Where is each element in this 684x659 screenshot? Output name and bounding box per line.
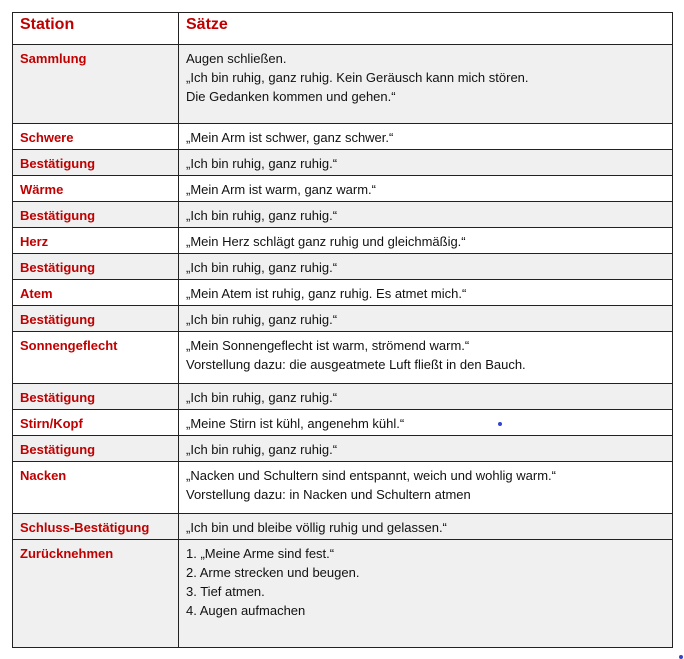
saetze-cell	[179, 306, 673, 332]
table-row	[13, 280, 673, 306]
sentence-line: „Ich bin und bleibe völlig ruhig und gelassen.“	[186, 520, 447, 535]
sentence-line: 4. Augen aufmachen	[186, 603, 306, 618]
table-row	[13, 202, 673, 228]
table-row	[13, 45, 673, 124]
sentence-line: „Ich bin ruhig, ganz ruhig.“	[186, 390, 338, 405]
station-cell: Bestätigung	[13, 202, 179, 228]
saetze-cell	[179, 384, 673, 410]
blue-dot-marker	[498, 422, 502, 426]
sentence-line: „Ich bin ruhig, ganz ruhig.“	[186, 260, 338, 275]
station-cell: Sonnengeflecht	[13, 332, 179, 384]
saetze-cell	[179, 436, 673, 462]
autogenic-training-table	[12, 12, 673, 648]
sentence-line: Augen schließen.	[186, 51, 287, 66]
sentence-line: „Mein Arm ist schwer, ganz schwer.“	[186, 130, 394, 145]
saetze-cell	[179, 150, 673, 176]
saetze-cell	[179, 45, 673, 124]
station-cell: Bestätigung	[13, 384, 179, 410]
station-cell: Bestätigung	[13, 436, 179, 462]
blue-dot-marker	[679, 655, 683, 659]
station-cell: Bestätigung	[13, 150, 179, 176]
sentence-line: „Ich bin ruhig, ganz ruhig.“	[186, 312, 338, 327]
saetze-cell	[179, 254, 673, 280]
sentence-line: „Mein Arm ist warm, ganz warm.“	[186, 182, 376, 197]
station-cell: Bestätigung	[13, 254, 179, 280]
sentence-line: „Ich bin ruhig, ganz ruhig. Kein Geräusch kann mich stören.	[186, 70, 529, 85]
saetze-cell	[179, 540, 673, 648]
saetze-cell	[179, 176, 673, 202]
sentence-line: „Ich bin ruhig, ganz ruhig.“	[186, 156, 338, 171]
header-station: Station	[13, 13, 179, 45]
sentence-line: „Ich bin ruhig, ganz ruhig.“	[186, 442, 338, 457]
table-row	[13, 176, 673, 202]
station-cell: Sammlung	[13, 45, 179, 124]
table-row	[13, 306, 673, 332]
saetze-cell	[179, 280, 673, 306]
sentence-line: 2. Arme strecken und beugen.	[186, 565, 360, 580]
saetze-cell	[179, 124, 673, 150]
station-cell: Schluss-Bestätigung	[13, 514, 179, 540]
saetze-cell	[179, 202, 673, 228]
saetze-cell	[179, 332, 673, 384]
station-cell: Nacken	[13, 462, 179, 514]
table-header-row	[13, 13, 673, 45]
sentence-line: 1. „Meine Arme sind fest.“	[186, 546, 335, 561]
saetze-cell	[179, 514, 673, 540]
table-row	[13, 332, 673, 384]
table-row	[13, 410, 673, 436]
sentence-line: „Mein Sonnengeflecht ist warm, strömend warm.“	[186, 338, 470, 353]
station-cell: Stirn/Kopf	[13, 410, 179, 436]
sentence-line: Die Gedanken kommen und gehen.“	[186, 89, 396, 104]
table-row	[13, 436, 673, 462]
saetze-cell	[179, 462, 673, 514]
station-cell: Wärme	[13, 176, 179, 202]
sentence-line: „Ich bin ruhig, ganz ruhig.“	[186, 208, 338, 223]
station-cell: Bestätigung	[13, 306, 179, 332]
station-cell: Zurücknehmen	[13, 540, 179, 648]
table-row	[13, 124, 673, 150]
table-row	[13, 462, 673, 514]
station-cell: Herz	[13, 228, 179, 254]
saetze-cell	[179, 410, 673, 436]
table-row	[13, 514, 673, 540]
sentence-line: „Meine Stirn ist kühl, angenehm kühl.“	[186, 416, 405, 431]
header-saetze: Sätze	[179, 13, 673, 45]
table-row	[13, 384, 673, 410]
saetze-cell	[179, 228, 673, 254]
table-row	[13, 540, 673, 648]
sentence-line: „Mein Herz schlägt ganz ruhig und gleichmäßig.“	[186, 234, 466, 249]
table-row	[13, 228, 673, 254]
sentence-line: Vorstellung dazu: die ausgeatmete Luft fließt in den Bauch.	[186, 357, 526, 372]
table-row	[13, 150, 673, 176]
sentence-line: 3. Tief atmen.	[186, 584, 265, 599]
sentence-line: „Nacken und Schultern sind entspannt, weich und wohlig warm.“	[186, 468, 556, 483]
station-cell: Schwere	[13, 124, 179, 150]
sentence-line: Vorstellung dazu: in Nacken und Schultern atmen	[186, 487, 471, 502]
station-cell: Atem	[13, 280, 179, 306]
sentence-line: „Mein Atem ist ruhig, ganz ruhig. Es atmet mich.“	[186, 286, 467, 301]
table-row	[13, 254, 673, 280]
